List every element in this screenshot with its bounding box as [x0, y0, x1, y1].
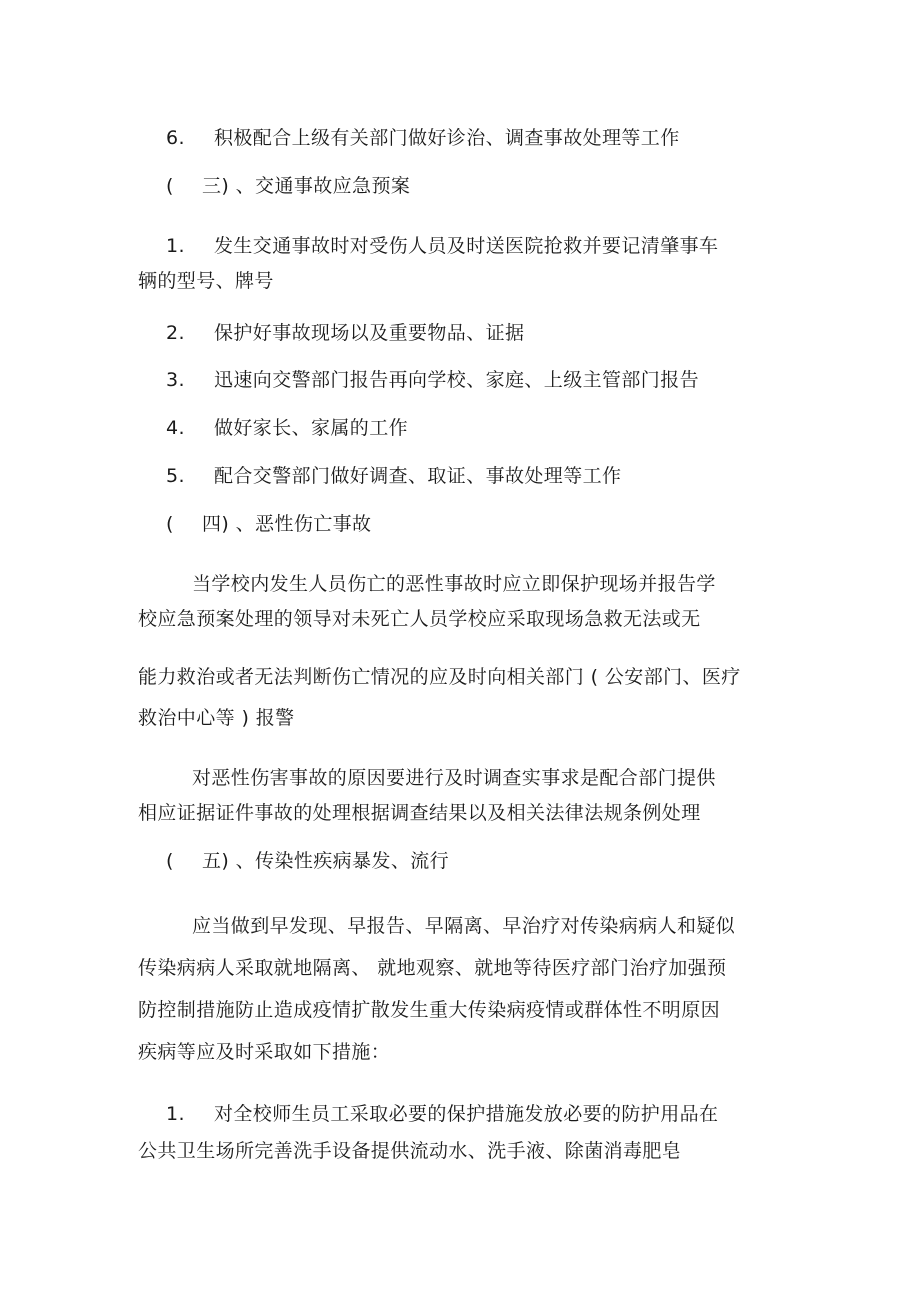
list-item: [166, 126, 680, 150]
paragraph-line: 对恶性伤害事故的原因要进行及时调查实事求是配合部门提供: [192, 767, 716, 789]
list-number: 5.: [166, 465, 185, 487]
list-number: 1.: [166, 1103, 185, 1125]
list-number: 6.: [166, 127, 185, 149]
list-number: 4.: [166, 417, 185, 439]
section-heading: [166, 512, 371, 536]
heading-paren: (: [166, 175, 174, 197]
paragraph-line: 传染病病人采取就地隔离、 就地观察、就地等待医疗部门治疗加强预: [138, 957, 727, 979]
paragraph-line: 当学校内发生人员伤亡的恶性事故时应立即保护现场并报告学: [192, 573, 716, 595]
heading-text: 五) 、传染性疾病暴发、流行: [202, 850, 450, 872]
list-text: 发生交通事故时对受伤人员及时送医院抢救并要记清肇事车: [214, 235, 719, 257]
heading-paren: (: [166, 850, 174, 872]
list-text: 对全校师生员工采取必要的保护措施发放必要的防护用品在: [214, 1103, 719, 1125]
paragraph-line: 能力救治或者无法判断伤亡情况的应及时向相关部门 ( 公安部门、医疗: [138, 666, 741, 688]
heading-paren: (: [166, 513, 174, 535]
section-heading: [166, 174, 410, 198]
list-item: [166, 1102, 718, 1126]
list-number: 3.: [166, 369, 185, 391]
heading-text: 三) 、交通事故应急预案: [202, 175, 411, 197]
list-item: [166, 416, 408, 440]
list-item-continuation: 辆的型号、牌号: [138, 270, 274, 292]
list-text: 保护好事故现场以及重要物品、证据: [214, 322, 525, 344]
list-text: 积极配合上级有关部门做好诊治、调查事故处理等工作: [214, 127, 680, 149]
list-item: [166, 234, 718, 258]
list-text: 做好家长、家属的工作: [214, 417, 409, 439]
paragraph-line: 疾病等应及时采取如下措施：: [138, 1041, 391, 1063]
list-number: 1.: [166, 235, 185, 257]
paragraph-line: 应当做到早发现、早报告、早隔离、早治疗对传染病病人和疑似: [192, 915, 736, 937]
list-text: 迅速向交警部门报告再向学校、家庭、上级主管部门报告: [214, 369, 700, 391]
heading-text: 四) 、恶性伤亡事故: [202, 513, 372, 535]
paragraph-line: 校应急预案处理的领导对未死亡人员学校应采取现场急救无法或无: [138, 608, 701, 630]
paragraph-line: 防控制措施防止造成疫情扩散发生重大传染病疫情或群体性不明原因: [138, 999, 721, 1021]
list-item: [166, 368, 699, 392]
list-item-continuation: 公共卫生场所完善洗手设备提供流动水、洗手液、除菌消毒肥皂: [138, 1140, 682, 1162]
paragraph-line: 相应证据证件事故的处理根据调查结果以及相关法律法规条例处理: [138, 802, 701, 824]
section-heading: [166, 849, 449, 873]
list-number: 2.: [166, 322, 185, 344]
list-item: [166, 464, 621, 488]
paragraph-line: 救治中心等 ) 报警: [138, 707, 295, 729]
list-item: [166, 321, 524, 345]
list-text: 配合交警部门做好调查、取证、事故处理等工作: [214, 465, 622, 487]
